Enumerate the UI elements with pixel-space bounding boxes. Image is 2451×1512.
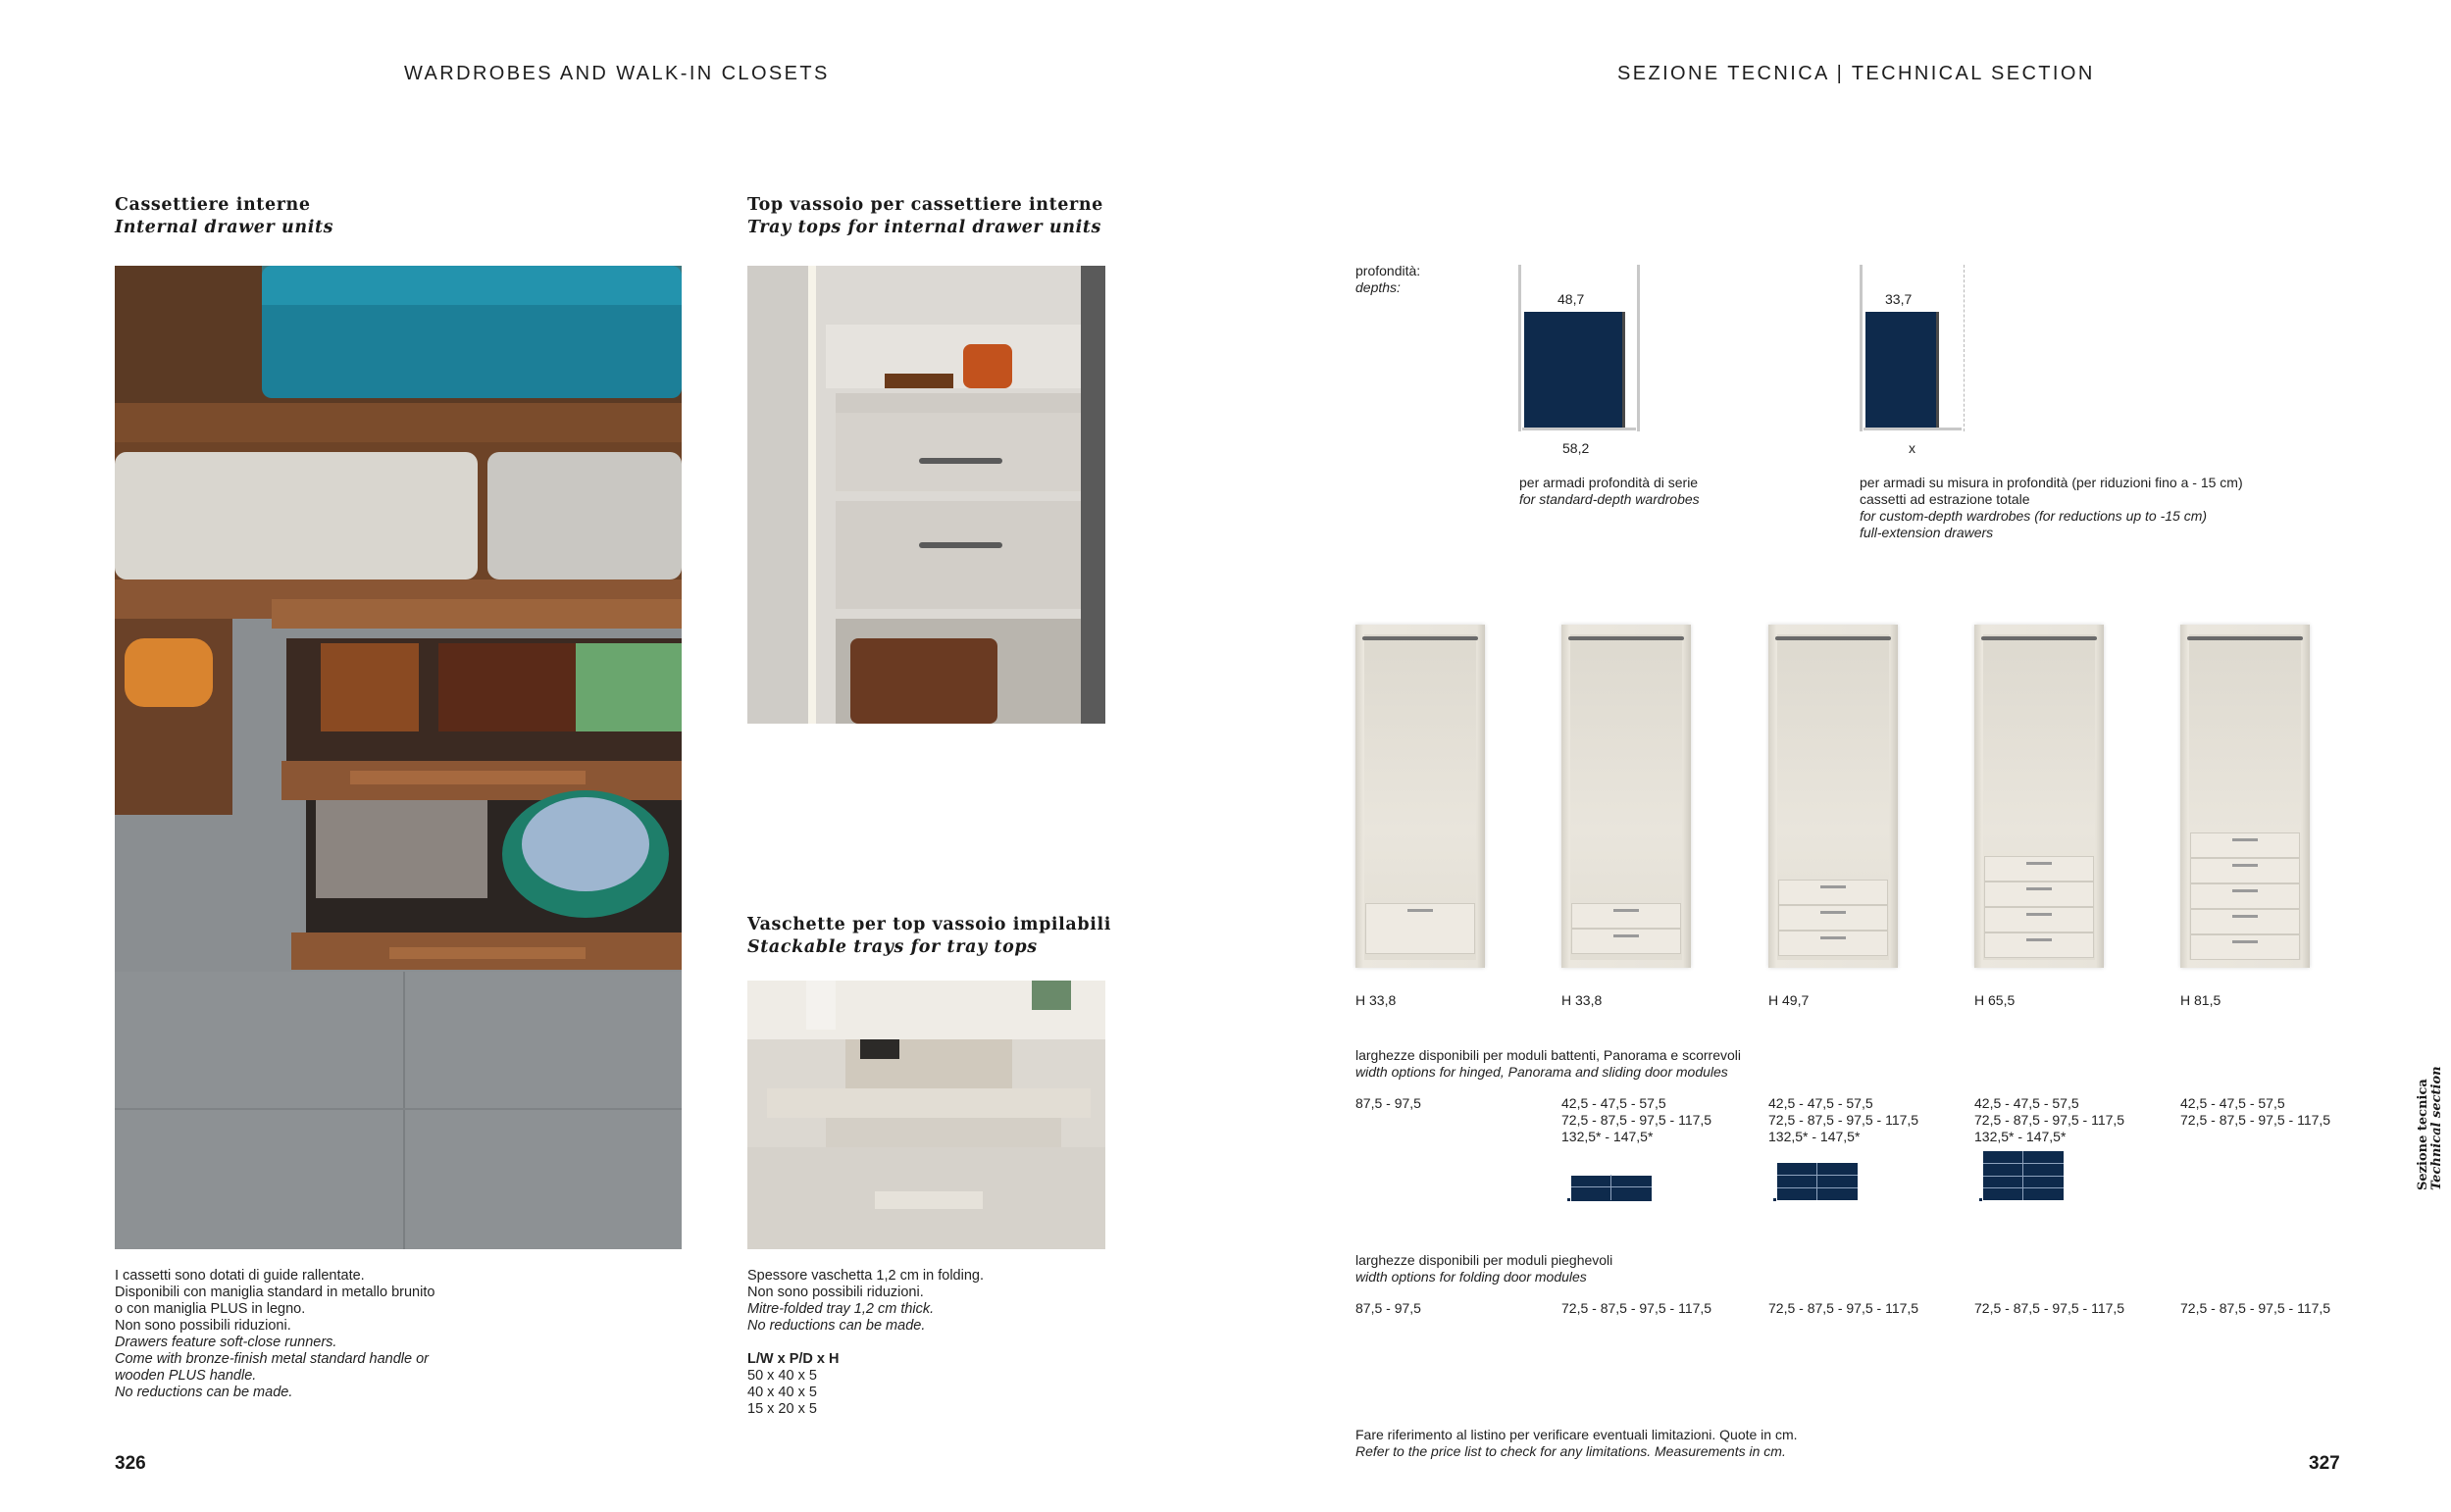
module-drawer bbox=[1778, 905, 1888, 931]
page-number-left: 326 bbox=[115, 1453, 146, 1474]
drawer-block bbox=[1865, 312, 1936, 428]
section-title-stackable-trays bbox=[747, 914, 1111, 959]
width-line: 72,5 - 87,5 - 97,5 - 117,5 bbox=[1561, 1112, 1712, 1128]
desc-line: Spessore vaschetta 1,2 cm in folding. bbox=[747, 1268, 984, 1284]
desc-line-en: Drawers feature soft-close runners. bbox=[115, 1335, 337, 1350]
drawer-block bbox=[1524, 312, 1622, 428]
title-italian: Top vassoio per cassettiere interne bbox=[747, 195, 1103, 215]
folding-width: 72,5 - 87,5 - 97,5 - 117,5 bbox=[1768, 1300, 1919, 1316]
wardrobe-module-1 bbox=[1355, 625, 1485, 968]
desc-line: I cassetti sono dotati di guide rallentate. bbox=[115, 1268, 365, 1284]
section-title-tray-tops bbox=[747, 194, 1103, 239]
width-line: 72,5 - 87,5 - 97,5 - 117,5 bbox=[2180, 1112, 2331, 1128]
desc-line-en: Mitre-folded tray 1,2 cm thick. bbox=[747, 1301, 935, 1317]
module-drawer bbox=[2190, 832, 2300, 858]
depths-label-it: profondità: bbox=[1355, 263, 1421, 278]
width-line: 87,5 - 97,5 bbox=[1355, 1095, 1421, 1111]
module-drawer bbox=[1365, 903, 1475, 954]
hinged-widths-col-5 bbox=[2180, 1095, 2330, 1129]
title-english: Tray tops for internal drawer units bbox=[747, 218, 1101, 237]
module-height: H 81,5 bbox=[2180, 992, 2221, 1008]
hinged-widths-col-3 bbox=[1768, 1095, 1918, 1145]
drawer-config-icon bbox=[1567, 1175, 1652, 1202]
footer-note-it: Fare riferimento al listino per verificare eventuali limitazioni. Quote in cm. bbox=[1355, 1427, 1798, 1442]
title-english: Stackable trays for tray tops bbox=[747, 937, 1038, 957]
desc-line: Disponibili con maniglia standard in metallo brunito bbox=[115, 1285, 435, 1300]
section-title-drawer-units bbox=[115, 194, 333, 239]
width-line: 42,5 - 47,5 - 57,5 bbox=[1561, 1095, 1666, 1111]
module-drawer bbox=[1778, 880, 1888, 905]
wardrobe-module-3 bbox=[1768, 625, 1898, 968]
hinged-widths-col-1 bbox=[1355, 1095, 1421, 1112]
side-tab bbox=[2417, 1066, 2444, 1190]
diagram2-caption-en-2: full-extension drawers bbox=[1860, 525, 1994, 540]
custom-depth-diagram bbox=[1860, 265, 1967, 456]
standard-depth-diagram bbox=[1518, 265, 1644, 456]
module-drawer bbox=[1984, 882, 2094, 907]
width-line: 72,5 - 87,5 - 97,5 - 117,5 bbox=[1768, 1112, 1919, 1128]
module-drawer bbox=[2190, 883, 2300, 909]
module-height: H 33,8 bbox=[1355, 992, 1397, 1008]
folding-width: 72,5 - 87,5 - 97,5 - 117,5 bbox=[2180, 1300, 2331, 1316]
footer-note-en: Refer to the price list to check for any limitations. Measurements in cm. bbox=[1355, 1443, 1786, 1459]
depth-top-value: 48,7 bbox=[1557, 291, 1585, 307]
folding-widths-heading-en: width options for folding door modules bbox=[1355, 1269, 1587, 1285]
hinged-widths-col-2 bbox=[1561, 1095, 1711, 1145]
side-tab-it: Sezione tecnica bbox=[2416, 1079, 2430, 1190]
module-height: H 33,8 bbox=[1561, 992, 1603, 1008]
dims-row: 50 x 40 x 5 bbox=[747, 1368, 817, 1384]
wardrobe-module-4 bbox=[1974, 625, 2104, 968]
module-drawer bbox=[1571, 929, 1681, 954]
desc-line-en: Come with bronze-finish metal standard handle or bbox=[115, 1351, 429, 1367]
stackable-trays-photo bbox=[747, 981, 1105, 1249]
title-english: Internal drawer units bbox=[115, 218, 334, 237]
diagram1-caption-en: for standard-depth wardrobes bbox=[1519, 491, 1700, 507]
desc-line-en: wooden PLUS handle. bbox=[115, 1368, 257, 1384]
depth-bottom-value: x bbox=[1909, 440, 1915, 456]
hinged-widths-heading-en: width options for hinged, Panorama and sliding door modules bbox=[1355, 1064, 1728, 1080]
module-drawer bbox=[2190, 909, 2300, 934]
folding-width: 72,5 - 87,5 - 97,5 - 117,5 bbox=[1561, 1300, 1712, 1316]
desc-line-en: No reductions can be made. bbox=[115, 1385, 293, 1400]
dims-header: L/W x P/D x H bbox=[747, 1351, 840, 1367]
depth-top-value: 33,7 bbox=[1885, 291, 1913, 307]
page-number-right: 327 bbox=[2309, 1453, 2340, 1474]
width-line: 72,5 - 87,5 - 97,5 - 117,5 bbox=[1974, 1112, 2125, 1128]
title-italian: Cassettiere interne bbox=[115, 195, 311, 215]
width-line: 42,5 - 47,5 - 57,5 bbox=[1768, 1095, 1873, 1111]
desc-line: Non sono possibili riduzioni. bbox=[115, 1318, 291, 1334]
diagram2-caption-it-1: per armadi su misura in profondità (per riduzioni fino a - 15 cm) bbox=[1860, 475, 2243, 490]
module-drawer bbox=[2190, 934, 2300, 960]
folding-widths-heading-it: larghezze disponibili per moduli pieghevoli bbox=[1355, 1252, 1613, 1268]
module-drawer bbox=[1984, 856, 2094, 882]
module-height: H 49,7 bbox=[1768, 992, 1810, 1008]
title-italian: Vaschette per top vassoio impilabili bbox=[747, 915, 1111, 934]
folding-width: 72,5 - 87,5 - 97,5 - 117,5 bbox=[1974, 1300, 2125, 1316]
width-line: 132,5* - 147,5* bbox=[1561, 1129, 1654, 1144]
dims-row: 40 x 40 x 5 bbox=[747, 1385, 817, 1400]
module-drawer bbox=[2190, 858, 2300, 883]
trays-description bbox=[747, 1268, 1100, 1418]
diagram2-caption-it-2: cassetti ad estrazione totale bbox=[1860, 491, 2030, 507]
wardrobe-module-2 bbox=[1561, 625, 1691, 968]
width-line: 132,5* - 147,5* bbox=[1974, 1129, 2067, 1144]
module-drawer bbox=[1571, 903, 1681, 929]
hinged-widths-heading-it: larghezze disponibili per moduli battenti, Panorama e scorrevoli bbox=[1355, 1047, 1741, 1063]
module-drawer bbox=[1778, 931, 1888, 956]
side-tab-en: Technical section bbox=[2429, 1066, 2444, 1190]
depth-bottom-value: 58,2 bbox=[1562, 440, 1590, 456]
desc-line-en: No reductions can be made. bbox=[747, 1318, 926, 1334]
right-page-header: SEZIONE TECNICA | TECHNICAL SECTION bbox=[1617, 63, 2095, 84]
left-page-header: WARDROBES AND WALK-IN CLOSETS bbox=[404, 63, 830, 84]
width-line: 42,5 - 47,5 - 57,5 bbox=[2180, 1095, 2285, 1111]
desc-line: Non sono possibili riduzioni. bbox=[747, 1285, 924, 1300]
module-drawer bbox=[1984, 932, 2094, 958]
hinged-widths-col-4 bbox=[1974, 1095, 2124, 1145]
internal-drawers-photo bbox=[115, 266, 682, 1249]
drawer-config-icon bbox=[1979, 1151, 2064, 1202]
wardrobe-module-5 bbox=[2180, 625, 2310, 968]
folding-width: 87,5 - 97,5 bbox=[1355, 1300, 1421, 1316]
depths-label-en: depths: bbox=[1355, 279, 1401, 295]
drawer-config-icon bbox=[1773, 1163, 1858, 1202]
tray-top-photo bbox=[747, 266, 1105, 724]
diagram1-caption-it: per armadi profondità di serie bbox=[1519, 475, 1699, 490]
module-drawer bbox=[1984, 907, 2094, 932]
width-line: 132,5* - 147,5* bbox=[1768, 1129, 1861, 1144]
diagram2-caption-en-1: for custom-depth wardrobes (for reductions up to -15 cm) bbox=[1860, 508, 2208, 524]
module-height: H 65,5 bbox=[1974, 992, 2016, 1008]
drawer-units-description bbox=[115, 1268, 507, 1401]
desc-line: o con maniglia PLUS in legno. bbox=[115, 1301, 306, 1317]
width-line: 42,5 - 47,5 - 57,5 bbox=[1974, 1095, 2079, 1111]
dims-row: 15 x 20 x 5 bbox=[747, 1401, 817, 1417]
